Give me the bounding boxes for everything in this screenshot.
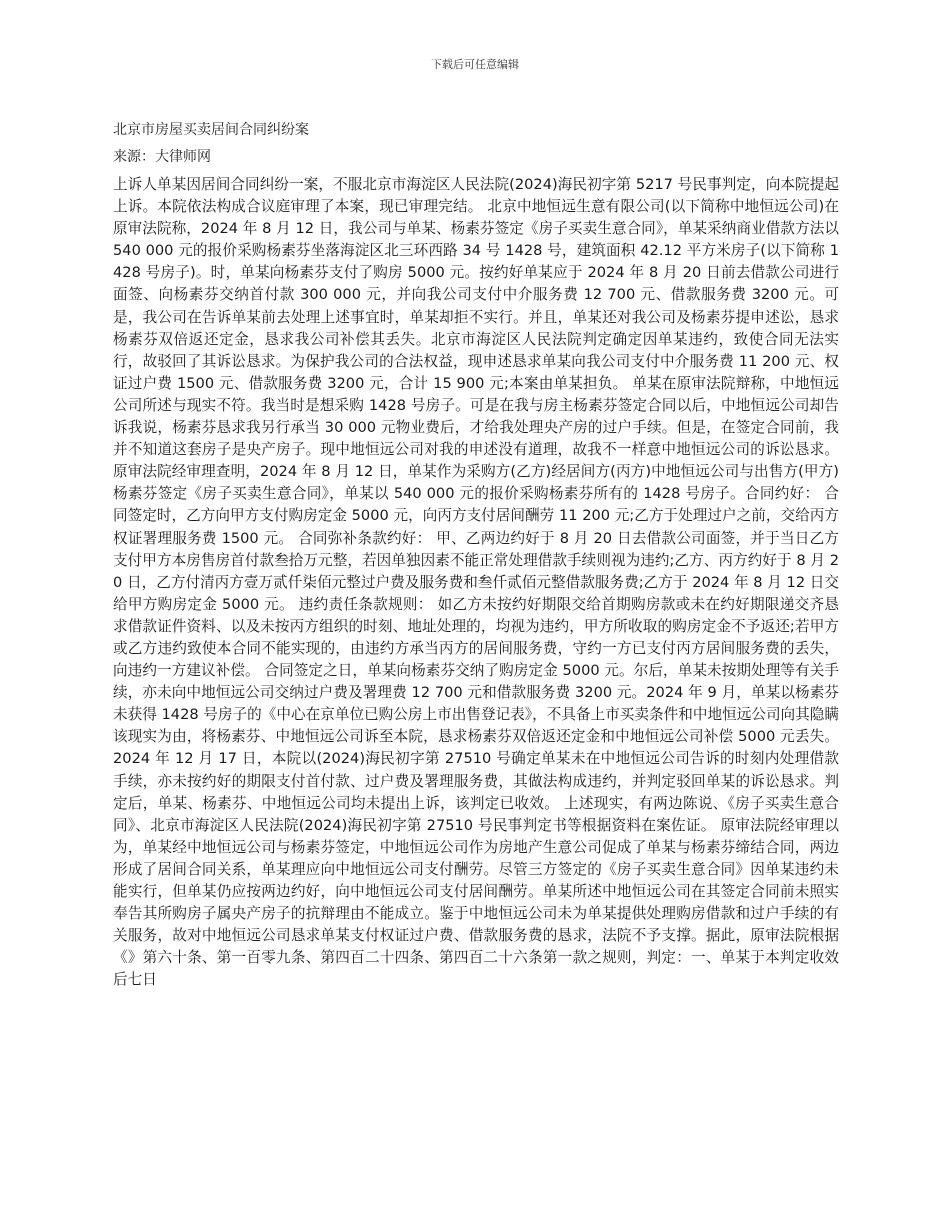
document-title: 北京市房屋买卖居间合同纠纷案	[113, 122, 309, 138]
page-header-watermark: 下载后可任意编辑	[431, 58, 519, 71]
document-source: 来源：大律师网	[113, 149, 211, 165]
document-body-text: 上诉人单某因居间合同纠纷一案，不服北京市海淀区人民法院(2024)海民初字第 5217 号民事判定，向本院提起上诉。本院依法构成合议庭审理了本案，现已审理完结。 北京中地恒远生意有限公司(以下简称中地恒远公司)在原审法院称，2024 年 8 月 12 日，我公司与单某、杨素芬签定《房子买卖生意合同》，单某采纳商业借款方法以 540 000 元的报价采购杨素芬坐落海淀区北三环西路 34 号 1428 号，建筑面积 42.12 平方米房子(以下简称 1428 号房子)。时，单某向杨素芬支付了购房 5000 元。按约好单某应于 2024 年 8 月 20 日前去借款公司进行面签、向杨素芬交纳首付款 300 000 元，并向我公司支付中介服务费 12 700 元、借款服务费 3200 元。可是，我公司在告诉单某前去处理上述事宜时，单某却拒不实行。并且，单某还对我公司及杨素芬提申述讼，恳求杨素芬双倍返还定金，恳求我公司补偿其丢失。北京市海淀区人民法院判定确定因单某违约，致使合同无法实行，故驳回了其诉讼恳求。为保护我公司的合法权益，现申述恳求单某向我公司支付中介服务费 11 200 元、权证过户费 1500 元、借款服务费 3200 元，合计 15 900 元;本案由单某担负。 单某在原审法院辩称，中地恒远公司所述与现实不符。我当时是想采购 1428 号房子。可是在我与房主杨素芬签定合同以后，中地恒远公司却告诉我说，杨素芬恳求我另行承当 30 000 元物业费后，才给我处理央产房的过户手续。但是，在签定合同前，我并不知道这套房子是央产房子。现中地恒远公司对我的申述没有道理，故我不一样意中地恒远公司的诉讼恳求。 原审法院经审理查明，2024 年 8 月 12 日，单某作为采购方(乙方)经居间方(丙方)中地恒远公司与出售方(甲方)杨素芬签定《房子买卖生意合同》，单某以 540 000 元的报价采购杨素芬所有的 1428 号房子。合同约好： 合同签定时，乙方向甲方支付购房定金 5000 元，向丙方支付居间酬劳 11 200 元;乙方于处理过户之前，交给丙方权证署理服务费 1500 元。 合同弥补条款约好： 甲、乙两边约好于 8 月 20 日去借款公司面签，并于当日乙方支付甲方本房售房首付款叁拾万元整，若因单独因素不能正常处理借款手续则视为违约;乙方、丙方约好于 8 月 20 日，乙方付清丙方壹万贰仟柒佰元整过户费及服务费和叁仟贰佰元整借款服务费;乙方于 2024 年 8 月 12 日交给甲方购房定金 5000 元。 违约责任条款规则： 如乙方未按约好期限交给首期购房款或未在约好期限递交齐恳求借款证件资料、以及未按丙方组织的时刻、地址处理的，均视为违约，甲方所收取的购房定金不予返还;若甲方或乙方违约致使本合同不能实现的，由违约方承当丙方的居间服务费，守约一方已支付丙方居间服务费的丢失，向违约一方建议补偿。 合同签定之日，单某向杨素芬交纳了购房定金 5000 元。尔后，单某未按期处理等有关手续，亦未向中地恒远公司交纳过户费及署理费 12 700 元和借款服务费 3200 元。2024 年 9 月，单某以杨素芬未获得 1428 号房子的《中心在京单位已购公房上市出售登记表》，不具备上市买卖条件和中地恒远公司向其隐瞒该现实为由，将杨素芬、中地恒远公司诉至本院，恳求杨素芬双倍返还定金和中地恒远公司补偿 5000 元丢失。2024 年 12 月 17 日，本院以(2024)海民初字第 27510 号确定单某未在中地恒远公司告诉的时刻内处理借款手续，亦未按约好的期限支付首付款、过户费及署理服务费，其做法构成违约，并判定驳回单某的诉讼恳求。判定后，单某、杨素芬、中地恒远公司均未提出上诉，该判定已收效。 上述现实，有两边陈说、《房子买卖生意合同》、北京市海淀区人民法院(2024)海民初字第 27510 号民事判定书等根据资料在案佐证。 原审法院经审理以为，单某经中地恒远公司与杨素芬签定，中地恒远公司作为房地产生意公司促成了单某与杨素芬缔结合同，两边形成了居间合同关系，单某理应向中地恒远公司支付酬劳。尽管三方签定的《房子买卖生意合同》因单某违约未能实行，但单某仍应按两边约好，向中地恒远公司支付居间酬劳。单某所述中地恒远公司在其签定合同前未照实奉告其所购房子属央产房子的抗辩理由不能成立。鉴于中地恒远公司未为单某提供处理购房借款和过户手续的有关服务，故对中地恒远公司恳求单某支付权证过户费、借款服务费的恳求，法院不予支撑。据此，原审法院根据《》第六十条、第一百零九条、第四百二十四条、第四百二十六条第一款之规则，判定：一、单某于本判定收效后七日	[113, 176, 839, 989]
